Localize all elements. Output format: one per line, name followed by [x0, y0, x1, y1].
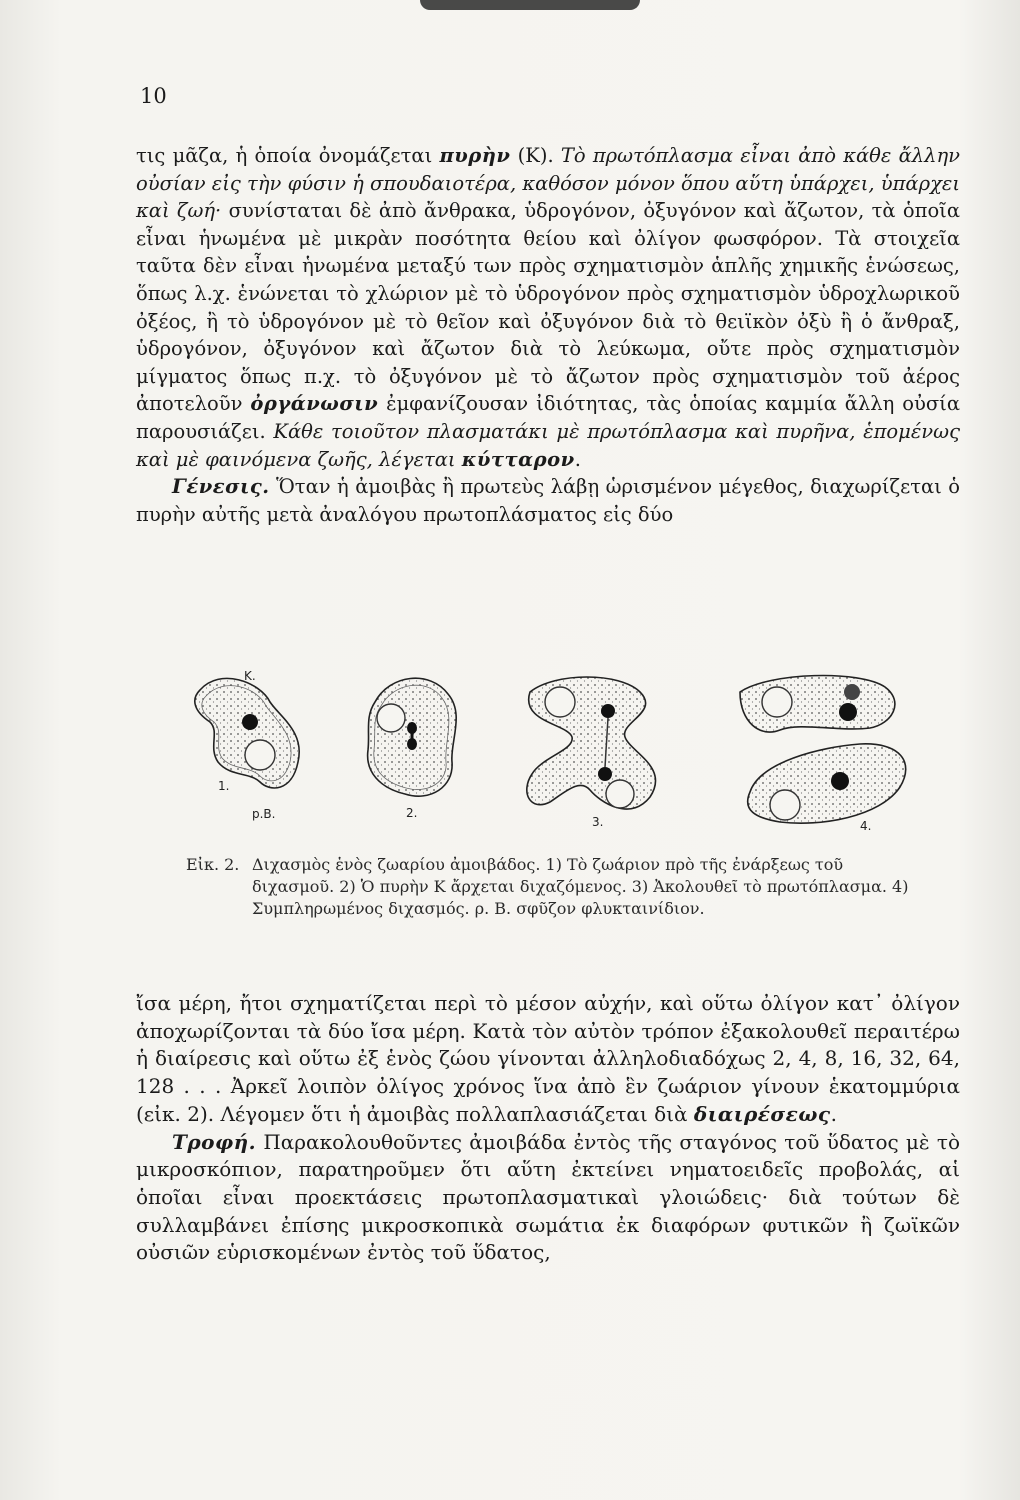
- amoeba-division-figure: [180, 662, 970, 840]
- term-organosis: ὀργάνωσιν: [250, 392, 379, 416]
- term-division: διαιρέσεως: [693, 1101, 831, 1126]
- caption-body: Διχασμὸς ἑνὸς ζωαρίου ἀμοιβάδος. 1) Τὸ ζωάριον πρὸ τῆς ἐνάρξεως τοῦ διχασμοῦ. 2) Ὁ πυρὴν K ἄρχεται διχαζόμενος. 3) Ἀκολουθεῖ τὸ πρωτόπλασμα. 4) Συμπληρωμένος διχασμός. ρ. Β. σφῦζον φλυκταινίδιον.: [252, 855, 909, 918]
- heading-nutrition: Τροφή.: [172, 1129, 257, 1154]
- term-cell: κύτταρον: [461, 447, 575, 471]
- italic-statement: Τὸ πρωτόπλασμα εἶναι ἀπὸ κάθε ἄλλην οὐσίαν εἰς τὴν φύσιν ἡ σπουδαιοτέρα, καθόσον μόνον ὅπου αὕτη ὑπάρχει, ὑπάρχει καὶ ζωή·: [136, 144, 960, 223]
- amoeba-stage-3: [527, 677, 656, 809]
- amoeba-stage-1: [195, 678, 299, 788]
- scan-shadow: [420, 0, 640, 10]
- amoeba-stage-4-bottom: [748, 744, 906, 823]
- heading-genesis: Γένεσις.: [172, 475, 270, 499]
- italic-definition: Κάθε τοιοῦτον πλασματάκι μὲ πρωτόπλασμα καὶ πυρῆνα, ἑπομένως καὶ μὲ φαινόμενα ζωῆς, λέγεται: [136, 419, 960, 471]
- text-block-bottom: [136, 990, 960, 1267]
- label-stage-3: 3.: [592, 815, 604, 829]
- amoeba-stage-4-top: [740, 676, 895, 733]
- label-stage-4: 4.: [860, 819, 872, 833]
- label-nucleus-k: K.: [244, 669, 256, 683]
- term-nucleus: πυρὴν: [439, 144, 511, 167]
- text-block-top: [136, 142, 960, 528]
- label-stage-2: 2.: [406, 806, 418, 820]
- page-number: 10: [140, 84, 167, 108]
- paragraph-genesis: Γένεσις. Ὅταν ἡ ἀμοιβὰς ἢ πρωτεὺς λάβῃ ὡρισμένον μέγεθος, διαχωρίζεται ὁ πυρὴν αὐτῆς μετὰ ἀναλόγου πρωτοπλάσματος εἰς δύο: [136, 475, 960, 526]
- caption-prefix: Εἰκ. 2.: [186, 855, 240, 874]
- figure-caption: [186, 854, 926, 920]
- paragraph-nutrition: Τροφή. Παρακολουθοῦντες ἀμοιβάδα ἐντὸς τῆς σταγόνος τοῦ ὕδατος μὲ τὸ μικροσκόπιον, παρατηροῦμεν ὅτι αὕτη ἐκτείνει νηματοειδεῖς προβολάς, αἱ ὁποῖαι εἶναι προεκτάσεις πρωτοπλασματικαὶ γλοιώδεις· διὰ τούτων δὲ συλλαμβάνει ἐπίσης μικροσκοπικὰ σωμάτια ἐκ διαφόρων φυτικῶν ἢ ζωϊκῶν οὐσιῶν εὑρισκομένων ἐντὸς τοῦ ὕδατος,: [136, 1129, 960, 1265]
- amoeba-stage-2: [368, 678, 457, 796]
- paragraph-protoplasm: τις μᾶζα, ἡ ὁποία ὀνομάζεται πυρὴν (K). Τὸ πρωτόπλασμα εἶναι ἀπὸ κάθε ἄλλην οὐσίαν εἰς τὴν φύσιν ἡ σπουδαιοτέρα, καθόσον μόνον ὅπου αὕτη ὑπάρχει, ὑπάρχει καὶ ζωή· συνίσταται δὲ ἀπὸ ἄνθρακα, ὑδρογόνον, ὀξυγόνον καὶ ἄζωτον, τὰ ὁποῖα εἶναι ἡνωμένα μὲ μικρὰν ποσότητα θείου καὶ ὀλίγον φωσφόρον. Τὰ στοιχεῖα ταῦτα δὲν εἶναι ἡνωμένα μεταξύ των πρὸς σχηματισμὸν ἁπλῆς χημικῆς ἑνώσεως, ὅπως λ.χ. ἑνώνεται τὸ χλώριον μὲ τὸ ὑδρογόνον πρὸς σχηματισμὸν ὑδροχλωρικοῦ ὀξέος, ἢ τὸ ὑδρογόνον μὲ τὸ θεῖον καὶ ὀξυγόνον διὰ τὸ θειϊκὸν ὀξὺ ἢ ὁ ἄνθραξ, ὑδρογόνον, ὀξυγόνον καὶ ἄζωτον διὰ τὸ λεύκωμα, οὔτε πρὸς σχηματισμὸν μίγματος ὅπως π.χ. τὸ ὀξυγόνον μὲ τὸ ἄζωτον πρὸς σχηματισμὸν τοῦ ἀέρος ἀποτελοῦν ὀργάνωσιν ἐμφανίζουσαν ἰδιότητας, τὰς ὁποίας καμμία ἄλλη οὐσία παρουσιάζει. Κάθε τοιοῦτον πλασματάκι μὲ πρωτόπλασμα καὶ πυρῆνα, ἑπομένως καὶ μὲ φαινόμενα ζωῆς, λέγεται κύτταρον.: [136, 144, 961, 471]
- label-stage-1: 1.: [218, 779, 230, 793]
- paragraph-division: ἴσα μέρη, ἤτοι σχηματίζεται περὶ τὸ μέσον αὐχήν, καὶ οὕτω ὀλίγον κατ᾿ ὀλίγον ἀποχωρίζονται τὰ δύο ἴσα μέρη. Κατὰ τὸν αὐτὸν τρόπον ἐξακολουθεῖ περαιτέρω ἡ διαίρεσις καὶ οὕτω ἐξ ἑνὸς ζώου γίνονται ἀλληλοδιαδόχως 2, 4, 8, 16, 32, 64, 128 . . . Ἀρκεῖ λοιπὸν ὀλίγος χρόνος ἵνα ἀπὸ ἓν ζωάριον γίνουν ἑκατομμύρια (εἰκ. 2). Λέγομεν ὅτι ἡ ἀμοιβὰς πολλαπλασιάζεται διὰ διαιρέσεως.: [136, 991, 960, 1126]
- label-pulsating-vacuole: p.B.: [252, 807, 276, 821]
